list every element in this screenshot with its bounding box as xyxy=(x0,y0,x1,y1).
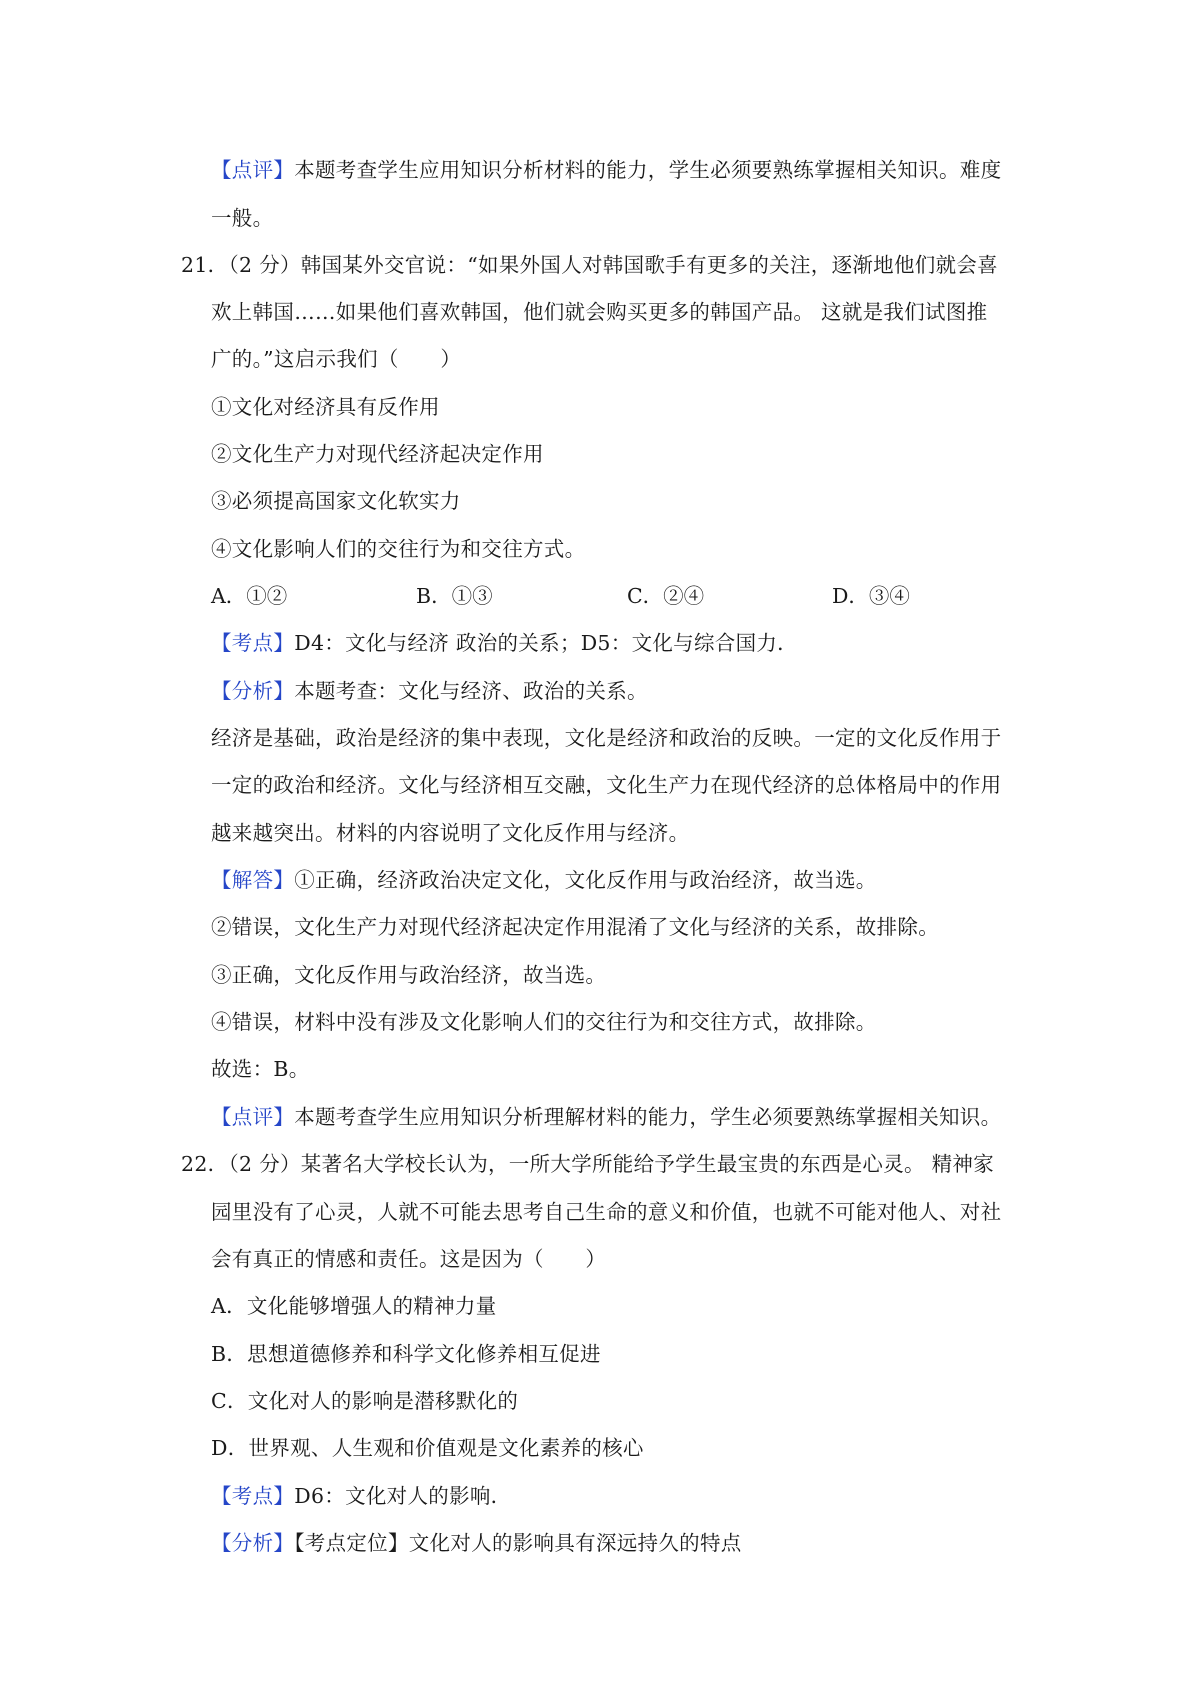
q21-dianping xyxy=(211,1102,1001,1132)
kaodian-tag: 【考点】 xyxy=(211,1484,295,1508)
q21-jieda-body-4: 故选：B。 xyxy=(211,1057,310,1081)
fenxi-tag: 【分析】 xyxy=(211,1531,295,1555)
q22-option-d: D．世界观、人生观和价值观是文化素养的核心 xyxy=(211,1436,644,1460)
q22-kaodian xyxy=(211,1481,511,1511)
q22-stem-line-2: 园里没有了心灵，人就不可能去思考自己生命的意义和价值，也就不可能对他人、对社 xyxy=(211,1200,1002,1224)
q21-item-4: ④文化影响人们的交往行为和交往方式。 xyxy=(211,537,586,561)
q21-kaodian xyxy=(211,628,798,658)
dianping-tag: 【点评】 xyxy=(211,1105,295,1129)
q21-option-b: B．①③ xyxy=(416,584,493,608)
q22-stem-line-3: 会有真正的情感和责任。这是因为（ ） xyxy=(211,1247,607,1271)
dianping-text: 本题考查学生应用知识分析理解材料的能力，学生必须要熟练掌握相关知识。 xyxy=(294,1105,1002,1129)
q21-jieda-body-1: ②错误，文化生产力对现代经济起决定作用混淆了文化与经济的关系，故排除。 xyxy=(211,915,939,939)
q22-fenxi xyxy=(211,1528,742,1558)
q21-fenxi-body-1: 经济是基础，政治是经济的集中表现，文化是经济和政治的反映。一定的文化反作用于 xyxy=(211,726,1002,750)
q21-item-1: ①文化对经济具有反作用 xyxy=(211,395,440,419)
kaodian-text: D6：文化对人的影响． xyxy=(294,1484,512,1508)
q22-option-a: A．文化能够增强人的精神力量 xyxy=(211,1294,497,1318)
q21-stem-line-2: 欢上韩国……如果他们喜欢韩国，他们就会购买更多的韩国产品。 这就是我们试图推 xyxy=(211,300,988,324)
fenxi-text: 本题考查：文化与经济、政治的关系。 xyxy=(294,679,648,703)
fenxi-text: 【考点定位】文化对人的影响具有深远持久的特点 xyxy=(294,1531,742,1555)
q21-jieda-body-3: ④错误，材料中没有涉及文化影响人们的交往行为和交往方式，故排除。 xyxy=(211,1010,877,1034)
q21-option-d: D．③④ xyxy=(832,584,910,608)
q22-option-b: B．思想道德修养和科学文化修养相互促进 xyxy=(211,1342,601,1366)
q21-item-2: ②文化生产力对现代经济起决定作用 xyxy=(211,442,544,466)
q21-option-c: C．②④ xyxy=(627,584,705,608)
q21-fenxi xyxy=(211,676,648,706)
q21-fenxi-body-3: 越来越突出。材料的内容说明了文化反作用与经济。 xyxy=(211,821,690,845)
review-line-2: 一般。 xyxy=(211,206,274,230)
kaodian-text: D4：文化与经济 政治的关系；D5：文化与综合国力． xyxy=(294,631,798,655)
kaodian-tag: 【考点】 xyxy=(211,631,295,655)
review-tag: 【点评】 xyxy=(211,158,295,182)
q21-jieda xyxy=(211,865,877,895)
q21-option-a: A．①② xyxy=(211,584,288,608)
review-text: 本题考查学生应用知识分析材料的能力，学生必须要熟练掌握相关知识。难度 xyxy=(294,158,1002,182)
q21-fenxi-body-2: 一定的政治和经济。文化与经济相互交融，文化生产力在现代经济的总体格局中的作用 xyxy=(211,773,1002,797)
q22-option-c: C．文化对人的影响是潜移默化的 xyxy=(211,1389,519,1413)
q21-stem-line-1: 21．（2 分）韩国某外交官说：“如果外国人对韩国歌手有更多的关注，逐渐地他们就会喜 xyxy=(181,253,998,277)
q22-stem-line-1: 22．（2 分）某著名大学校长认为，一所大学所能给予学生最宝贵的东西是心灵。 精神家 xyxy=(181,1152,995,1176)
jieda-text: ①正确，经济政治决定文化，文化反作用与政治经济，故当选。 xyxy=(294,868,877,892)
q21-stem-line-3: 广的。”这启示我们（ ） xyxy=(211,347,462,371)
q21-item-3: ③必须提高国家文化软实力 xyxy=(211,489,461,513)
fenxi-tag: 【分析】 xyxy=(211,679,295,703)
q21-jieda-body-2: ③正确，文化反作用与政治经济，故当选。 xyxy=(211,963,607,987)
review-line xyxy=(211,155,1001,185)
jieda-tag: 【解答】 xyxy=(211,868,295,892)
